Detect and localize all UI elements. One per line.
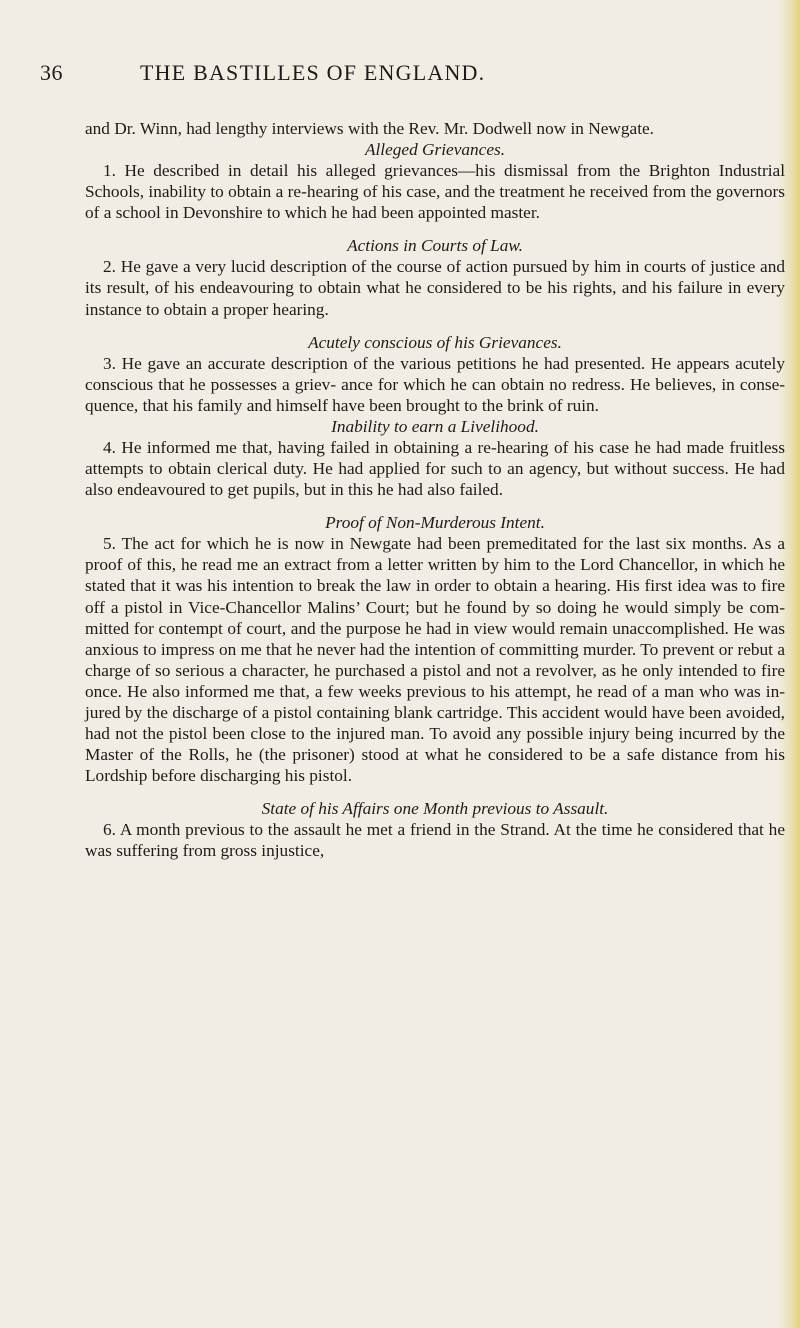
paragraph-1: 1. He described in detail his alleged grievances—his dismissal from the Brighton Industrial Schools, inability to obtain a re-hearing of his case, and the treatment he received from the governors of a school in Devonshire to which he had been appointed master. — [85, 161, 785, 223]
body-text — [85, 118, 785, 862]
page-number: 36 — [40, 60, 63, 85]
paragraph-6: 6. A month previous to the assault he met a friend in the Strand. At the time he considered that he was suffering from gross injustice, — [85, 820, 785, 861]
opening-paragraph: and Dr. Winn, had lengthy interviews with the Rev. Mr. Dodwell now in Newgate. — [85, 119, 655, 138]
section-heading-alleged-grievances: Alleged Grievances. — [364, 140, 506, 160]
section-heading-inability-to-earn: Inability to earn a Livelihood. — [331, 416, 539, 436]
paragraph-5: 5. The act for which he is now in Newgate had been premeditated for the last six months. As a proof of this, he read me an extract from a letter written by him to the Lord Chancellor, in which he stated that it was his intention to break the law in order to obtain a hearing. His first idea was to fire off a pistol in Vice-Chancellor Malins’ Court; but he found by so doing he would simply be com- mitted for contempt of court, and the purpose he had in view would remain unaccomplished. He was anxious to impress on me that he never had the intention of committing murder. To prevent or rebut a charge of so serious a character, he purchased a pistol and not a revolver, as he only intended to fire once. He also informed me that, a few weeks previous to his attempt, he read of a man who was in- jured by the discharge of a pistol containing blank cartridge. This accident would have been avoided, had not the pistol been close to the injured man. To avoid any possible injury being incurred by the Master of the Rolls, he (the prisoner) stood at what he considered to be a safe distance from his Lordship before discharging his pistol. — [85, 534, 785, 786]
section-heading-proof-of-intent: Proof of Non-Murderous Intent. — [325, 513, 545, 533]
paragraph-2: 2. He gave a very lucid description of the course of action pursued by him in courts of justice and its result, of his endeavouring to obtain what he considered to be his rights, and his failure in every instance to obtain a proper hearing. — [85, 257, 785, 319]
running-head — [40, 60, 760, 90]
paragraph-4: 4. He informed me that, having failed in obtaining a re-hearing of his case he had made fruitless attempts to obtain clerical duty. He had applied for such to an agency, but without success. He had also endeavoured to get pupils, but in this he had also failed. — [85, 437, 785, 500]
section-heading-state-of-affairs: State of his Affairs one Month previous to Assault. — [261, 799, 609, 819]
section-heading-actions-in-courts: Actions in Courts of Law. — [347, 236, 523, 256]
running-title: THE BASTILLES OF ENGLAND. — [140, 60, 486, 85]
section-heading-acutely-conscious: Acutely conscious of his Grievances. — [308, 332, 562, 352]
paragraph-3: 3. He gave an accurate description of the various petitions he had presented. He appears acutely conscious that he possesses a griev- ance for which he can obtain no redress. He believes, in conse- quence, that his family and himself have been brought to the brink of ruin. — [85, 353, 785, 415]
